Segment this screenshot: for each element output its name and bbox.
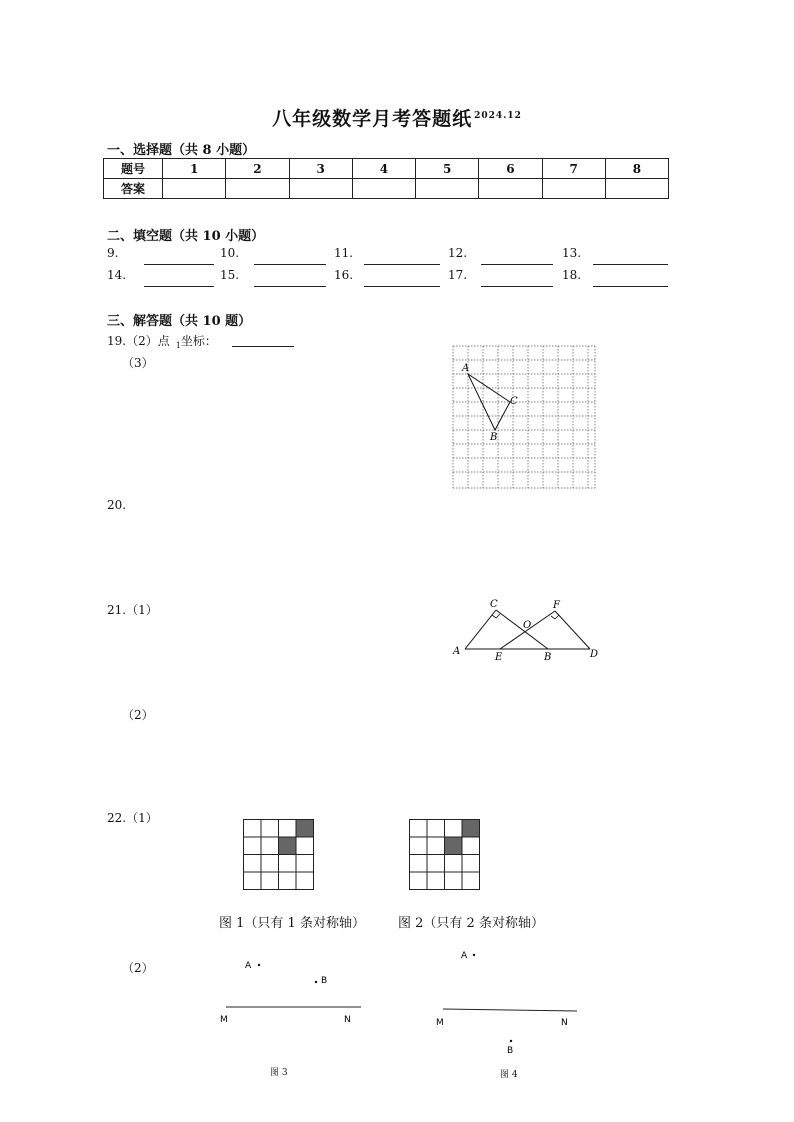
fill-blank[interactable]	[254, 263, 326, 265]
point-d-label: D	[590, 649, 599, 660]
q21-figure	[450, 596, 610, 664]
fill-blank[interactable]	[144, 285, 214, 287]
fill-label: 16.	[334, 268, 354, 282]
question-number-cell: 5	[416, 159, 479, 179]
q19-label	[107, 332, 217, 350]
fill-blank[interactable]	[144, 263, 214, 265]
point-e-label: E	[495, 652, 503, 663]
fill-label: 15.	[220, 268, 240, 282]
title-text: 八年级数学月考答题纸	[272, 108, 473, 130]
point-b-label: B	[544, 652, 552, 663]
q21-part1-label: 21.（1）	[107, 603, 158, 617]
line-fd	[555, 611, 590, 649]
point-a-label: A	[453, 646, 461, 657]
fill-label: 17.	[448, 268, 468, 282]
figure1-grid[interactable]	[243, 819, 315, 891]
answer-table-answer-row	[104, 179, 669, 199]
line-ac	[465, 610, 496, 649]
q21-part2-label: （2）	[122, 708, 154, 722]
shaded-cell	[462, 820, 480, 838]
point-a-label: A	[245, 961, 252, 971]
row-header-answer: 答案	[104, 179, 163, 199]
q19-coord-label: 坐标：	[180, 334, 217, 348]
fill-blank[interactable]	[481, 285, 553, 287]
section1-heading: 一、选择题（共 8 小题）	[107, 143, 256, 158]
shaded-cell	[278, 837, 296, 855]
figure3-caption: 图 3	[270, 1068, 288, 1078]
q20-label: 20.	[107, 498, 127, 512]
q22-part1-label: 22.（1）	[107, 811, 158, 825]
answer-cell[interactable]	[289, 179, 352, 199]
point-n-label: N	[344, 1015, 351, 1025]
q19-coordinate-blank[interactable]	[232, 345, 294, 347]
point-b-label: B	[490, 432, 498, 443]
dotted-grid	[453, 346, 595, 488]
answer-cell[interactable]	[416, 179, 479, 199]
figure4-caption: 图 4	[500, 1070, 518, 1080]
answer-cell[interactable]	[479, 179, 542, 199]
point-a-label: A	[462, 363, 470, 374]
question-number-cell: 8	[605, 159, 668, 179]
question-number-cell: 1	[163, 159, 226, 179]
fill-label: 12.	[448, 246, 468, 260]
line-mn	[443, 1009, 577, 1011]
shaded-cell	[444, 837, 462, 855]
fill-label: 10.	[220, 246, 240, 260]
right-angle-f	[551, 615, 559, 619]
shaded-cell	[296, 820, 314, 838]
fill-label: 13.	[562, 246, 582, 260]
point-c-label: C	[490, 599, 498, 610]
fill-label: 11.	[334, 246, 354, 260]
answer-cell[interactable]	[226, 179, 289, 199]
page-title	[0, 104, 794, 131]
answer-cell[interactable]	[605, 179, 668, 199]
point-f-label: F	[553, 600, 560, 611]
fill-label: 9.	[107, 246, 119, 260]
point-b-dot	[510, 1040, 512, 1042]
exam-date: 2024.12	[474, 110, 522, 121]
fill-blank[interactable]	[593, 263, 668, 265]
answer-cell[interactable]	[542, 179, 605, 199]
line-cb	[496, 610, 548, 649]
question-number-cell: 7	[542, 159, 605, 179]
fill-blank[interactable]	[364, 285, 440, 287]
q19-subscript: 1	[175, 341, 181, 351]
q19-text: 19.（2）点	[107, 334, 170, 348]
figure4	[430, 945, 590, 1060]
fill-label: 18.	[562, 268, 582, 282]
answer-table-number-row	[104, 159, 669, 179]
figure2-grid[interactable]	[409, 819, 481, 891]
point-b-label: B	[321, 976, 328, 986]
point-a-label: A	[461, 951, 468, 961]
q22-part2-label: （2）	[122, 961, 154, 975]
point-b-label: B	[507, 1046, 514, 1056]
point-a-dot	[258, 964, 260, 966]
fill-blank[interactable]	[593, 285, 668, 287]
point-a-dot	[473, 954, 475, 956]
point-o-label: O	[523, 620, 532, 631]
fill-blank[interactable]	[364, 263, 440, 265]
question-number-cell: 4	[352, 159, 415, 179]
question-number-cell: 2	[226, 159, 289, 179]
point-m-label: M	[220, 1015, 228, 1025]
fill-blank[interactable]	[481, 263, 553, 265]
point-n-label: N	[561, 1018, 568, 1028]
q19-grid-figure	[448, 342, 600, 492]
point-b-dot	[315, 981, 317, 983]
answer-cell[interactable]	[352, 179, 415, 199]
answer-table	[103, 158, 669, 199]
q19-part3-label: （3）	[122, 356, 154, 370]
figure2-caption: 图 2（只有 2 条对称轴）	[398, 916, 544, 931]
fill-label: 14.	[107, 268, 127, 282]
figure3	[210, 950, 375, 1032]
question-number-cell: 6	[479, 159, 542, 179]
point-c-label: C	[510, 396, 518, 407]
question-number-cell: 3	[289, 159, 352, 179]
point-m-label: M	[436, 1018, 444, 1028]
right-angle-c	[492, 614, 500, 618]
row-header-question-number: 题号	[104, 159, 163, 179]
figure1-caption: 图 1（只有 1 条对称轴）	[219, 916, 365, 931]
fill-blank[interactable]	[254, 285, 326, 287]
answer-cell[interactable]	[163, 179, 226, 199]
section3-heading: 三、解答题（共 10 题）	[107, 314, 252, 329]
section2-heading: 二、填空题（共 10 小题）	[107, 229, 265, 244]
